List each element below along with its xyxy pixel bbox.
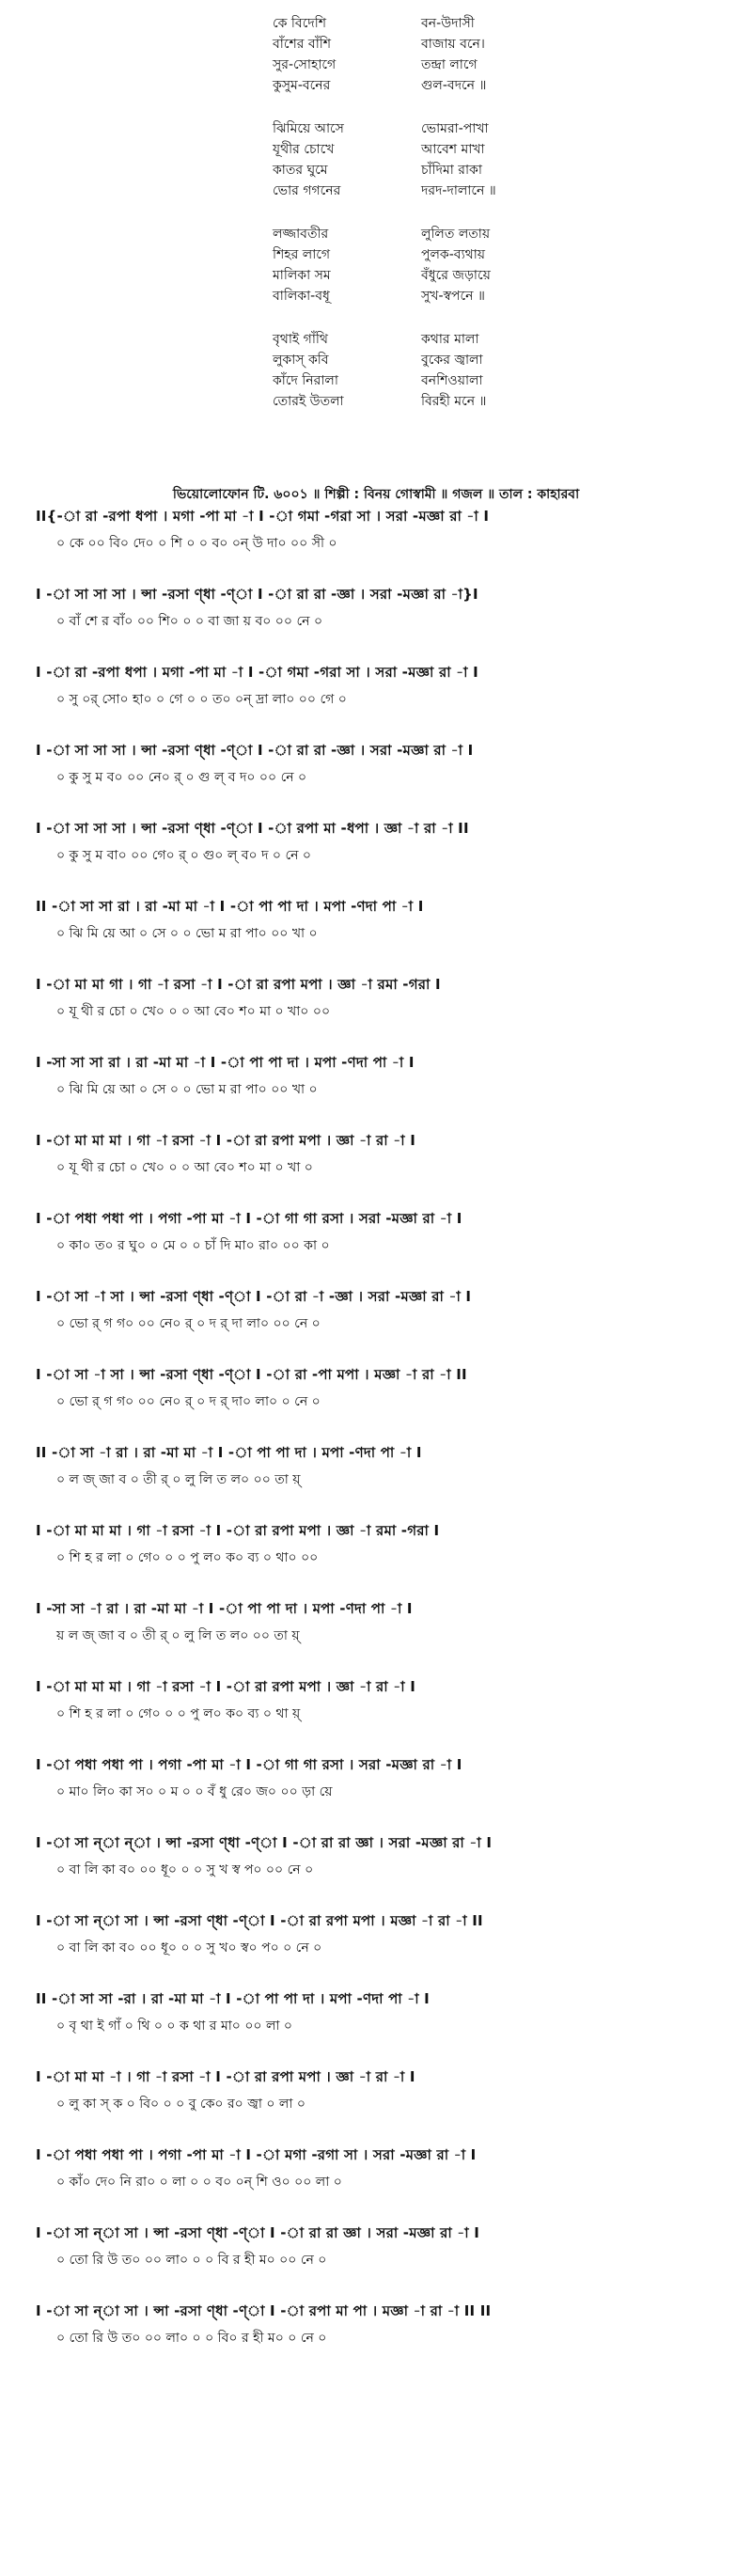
- lyric-syllable-line: ০ বৃ থা ই গাঁ ০ থি ০ ০ ক থা র মা০ ০০ লা ০: [56, 2018, 293, 2034]
- swara-line: I -া মা মা মা । গা -া রসা -া I -া রা রপা মপা । জ্ঞা -া রা -া I: [36, 1678, 416, 1695]
- notation-row: [36, 1123, 731, 1201]
- lyric-syllable-line: ০ শি হ র লা ০ গে০ ০ ০ পু ল০ ক০ ব্য ০ থা০ ০০: [56, 1550, 319, 1565]
- lyric-syllable-line: ০ সু ০র্ সো০ হা০ ০ গে ০ ০ ত০ ০ন্ দ্রা লা০ ০০ গে ০: [56, 692, 347, 707]
- swara-line: I -া সা ন্া সা । ন্সা -রসা ণ্ধা -ণ্া I -া রপা মা পা । মজ্ঞা -া রা -া II II: [36, 2302, 492, 2319]
- poem-line: [273, 139, 649, 160]
- lyric-syllable-line: ০ বাঁ শে র বাঁ০ ০০ শি০ ০ ০ বা জা য় ব০ ০০ নে ০: [56, 614, 323, 629]
- poem-line: [273, 329, 649, 350]
- poem-line-left: ভোর গগনের: [273, 183, 341, 198]
- swara-line: I -া মা মা মা । গা -া রসা -া I -া রা রপা মপা । জ্ঞা -া রা -া I: [36, 1132, 416, 1149]
- poem-line-left: শিহর লাগে: [273, 247, 331, 262]
- swara-line: I -া সা ন্া ন্া । ন্সা -রসা ণ্ধা -ণ্া I -া রা রা জ্ঞা । সরা -মজ্ঞা রা -া I: [36, 1834, 493, 1851]
- poem-line: [273, 224, 649, 244]
- poem-line: [273, 75, 649, 96]
- swara-line: I -া পধা পধা পা । পগা -পা মা -া I -া গা গা রসা । সরা -মজ্ঞা রা -া I: [36, 1756, 462, 1773]
- lyric-syllable-line: ০ যূ থী র চো ০ খে০ ০ ০ আ বে০ শ০ মা ০ খা ০: [56, 1160, 313, 1175]
- poem-line-left: মালিকা সম: [273, 268, 331, 283]
- notation-row: [36, 576, 731, 654]
- notation-row: [36, 498, 731, 576]
- stanza: [273, 13, 649, 96]
- poem-line-left: বাঁশের বাঁশি: [273, 37, 332, 52]
- notation-row: [36, 2293, 731, 2371]
- poem-line: [273, 181, 649, 201]
- swara-line: I -া মা মা -া । গা -া রসা -া I -া রা রপা মপা । জ্ঞা -া রা -া I: [36, 2068, 415, 2085]
- notation-row: [36, 1357, 731, 1435]
- lyric-syllable-line: ০ ল জ্ জা ব ০ তী র্ ০ লু লি ত ল০ ০০ তা য়্: [56, 1472, 301, 1487]
- notation-row: [36, 2215, 731, 2293]
- poem-line-right: চাঁদিমা রাকা: [421, 163, 482, 178]
- lyric-syllable-line: ০ কু সু ম ব০ ০০ নে০ র্ ০ গু ল্ ব দ০ ০০ নে ০: [56, 770, 307, 785]
- poem-line-left: কুসুম-বনের: [273, 78, 331, 93]
- notation-row: [36, 810, 731, 888]
- swara-line: I -া সা সা সা । ন্সা -রসা ণ্ধা -ণ্া I -া রা রা -জ্ঞা । সরা -মজ্ঞা রা -া}I: [36, 586, 478, 603]
- poem-line-left: যূথীর চোখে: [273, 142, 335, 157]
- swara-line: I -া সা সা সা । ন্সা -রসা ণ্ধা -ণ্া I -া রা রা -জ্ঞা । সরা -মজ্ঞা রা -া I: [36, 742, 474, 759]
- poem-line-right: গুল-বদনে ॥: [421, 78, 487, 93]
- lyric-syllable-line: ০ যূ থী র চো ০ খে০ ০ ০ আ বে০ শ০ মা ০ খা০ ০০: [56, 1004, 331, 1019]
- poem-line-left: কে বিদেশি: [273, 16, 326, 31]
- poem-line-left: কাঁদে নিরালা: [273, 373, 338, 388]
- lyric-syllable-line: ০ কাঁ০ দে০ নি রা০ ০ লা ০ ০ ব০ ০ন্ শি ও০ ০০ লা ০: [56, 2175, 342, 2190]
- stanza: [273, 118, 649, 201]
- notation-row: [36, 1825, 731, 1903]
- notation-row: [36, 1669, 731, 1747]
- notation-row: [36, 1201, 731, 1279]
- poem-line-left: বৃথাই গাঁথি: [273, 332, 328, 347]
- lyric-syllable-line: ০ লু কা স্ ক ০ বি০ ০ ০ বু কে০ র০ জ্বা ০ লা ০: [56, 2097, 306, 2112]
- poem-line-left: তোরই উতলা: [273, 394, 344, 409]
- notation-row: [36, 1435, 731, 1513]
- poem-line: [273, 160, 649, 181]
- notation-row: [36, 1513, 731, 1591]
- notation-row: [36, 888, 731, 966]
- poem-line-right: বঁধুরে জড়ায়ে: [421, 268, 491, 283]
- lyric-syllable-line: ০ কে ০০ বি০ দে০ ০ শি ০ ০ ব০ ০ন্ উ দা০ ০০ সী ০: [56, 536, 337, 551]
- poem-line-left: কাতর ঘুমে: [273, 163, 328, 178]
- poem-line-right: বুকের জ্বালা: [421, 353, 483, 368]
- poem-line: [273, 13, 649, 34]
- stanza: [273, 224, 649, 306]
- swara-line: II -া সা -া রা । রা -মা মা -া I -া পা পা দা । মপা -ণদা পা -া I: [36, 1444, 422, 1461]
- poem-line-right: আবেশ মাখা: [421, 142, 485, 157]
- swara-line: II -া সা সা -রা । রা -মা মা -া I -া পা পা দা । মপা -ণদা পা -া I: [36, 1990, 430, 2007]
- notation-row: [36, 2059, 731, 2137]
- swara-line: I -সা সা সা রা । রা -মা মা -া I -া পা পা দা । মপা -ণদা পা -া I: [36, 1054, 415, 1071]
- swara-line: I -া মা মা গা । গা -া রসা -া I -া রা রপা মপা । জ্ঞা -া রমা -গরা I: [36, 976, 441, 993]
- notation-row: [36, 1981, 731, 2059]
- swara-line: I -া রা -রপা ধপা । মগা -পা মা -া I -া গমা -গরা সা । সরা -মজ্ঞা রা -া I: [36, 664, 478, 681]
- lyric-syllable-line: ০ শি হ র লা ০ গে০ ০ ০ পু ল০ ক০ ব্য ০ থা য়্: [56, 1706, 301, 1721]
- poem-line: [273, 244, 649, 265]
- poem-line-right: তন্দ্রা লাগে: [421, 57, 478, 72]
- swara-line: I -া পধা পধা পা । পগা -পা মা -া I -া মগা -রগা সা । সরা -মজ্ঞা রা -া I: [36, 2146, 477, 2163]
- poem-line: [273, 370, 649, 391]
- lyric-syllable-line: ০ ঝি মি য়ে আ ০ সে ০ ০ ভো ম রা পা০ ০০ খা ০: [56, 926, 318, 941]
- poem-line: [273, 391, 649, 412]
- poem-line-left: লজ্জাবতীর: [273, 227, 329, 242]
- lyric-syllable-line: ০ কু সু ম বা০ ০০ গে০ র্ ০ গু০ ল্ ব০ দ ০ নে ০: [56, 848, 312, 863]
- swara-line: I -া সা ন্া সা । ন্সা -রসা ণ্ধা -ণ্া I -া রা রপা মপা । মজ্ঞা -া রা -া II: [36, 1912, 483, 1929]
- swara-line: I -া সা -া সা । ন্সা -রসা ণ্ধা -ণ্া I -া রা -পা মপা । মজ্ঞা -া রা -া II: [36, 1366, 467, 1383]
- notation-row: [36, 1045, 731, 1123]
- poem-line-right: ভোমরা-পাখা: [421, 121, 489, 136]
- notation-row: [36, 1279, 731, 1357]
- poem-line-right: কথার মালা: [421, 332, 479, 347]
- swara-line: I -া সা ন্া সা । ন্সা -রসা ণ্ধা -ণ্া I -া রা রা জ্ঞা । সরা -মজ্ঞা রা -া I: [36, 2224, 480, 2241]
- notation-row: [36, 1747, 731, 1825]
- lyric-syllable-line: ০ তো রি উ ত০ ০০ লা০ ০ ০ বি র হী ম০ ০০ নে ০: [56, 2253, 327, 2268]
- poem-line-right: বাজায় বনে।: [421, 37, 485, 52]
- lyric-syllable-line: ০ ভো র্ গ গ০ ০০ নে০ র্ ০ দ র্ দা০ লা০ ০ নে ০: [56, 1394, 321, 1409]
- notation-sheet: [36, 498, 731, 2371]
- swara-line: I -া মা মা মা । গা -া রসা -া I -া রা রপা মপা । জ্ঞা -া রমা -গরা I: [36, 1522, 440, 1539]
- poem-line: [273, 265, 649, 286]
- poem-line-left: লুকাস্ কবি: [273, 353, 329, 368]
- swara-line: I -া পধা পধা পা । পগা -পা মা -া I -া গা গা রসা । সরা -মজ্ঞা রা -া I: [36, 1210, 462, 1227]
- lyric-syllable-line: ০ তো রি উ ত০ ০০ লা০ ০ ০ বি০ র হী ম০ ০ নে ০: [56, 2331, 327, 2346]
- lyric-syllable-line: ০ ঝি মি য়ে আ ০ সে ০ ০ ভো ম রা পা০ ০০ খা ০: [56, 1082, 318, 1097]
- lyric-syllable-line: ০ ভো র্ গ গ০ ০০ নে০ র্ ০ দ র্ দা লা০ ০০ নে ০: [56, 1316, 321, 1331]
- stanza: [273, 329, 649, 412]
- swara-line: I -া সা -া সা । ন্সা -রসা ণ্ধা -ণ্া I -া রা -া -জ্ঞা । সরা -মজ্ঞা রা -া I: [36, 1288, 472, 1305]
- record-info-header: ভিয়োলোফোন টি. ৬০০১ ॥ শিল্পী : বিনয় গোস্বামী ॥ গজল ॥ তাল : কাহারবা: [172, 487, 580, 502]
- notation-row: [36, 1591, 731, 1669]
- swara-line: II -া সা সা রা । রা -মা মা -া I -া পা পা দা । মপা -ণদা পা -া I: [36, 898, 424, 915]
- notation-row: [36, 966, 731, 1045]
- poem-line-right: পুলক-ব্যথায়: [421, 247, 486, 262]
- notation-row: [36, 2137, 731, 2215]
- poem-line-right: বিরহী মনে ॥: [421, 394, 487, 409]
- lyric-syllable-line: য় ল জ্ জা ব ০ তী র্ ০ লু লি ত ল০ ০০ তা য়্: [56, 1628, 300, 1643]
- poem-line: [273, 34, 649, 55]
- poem-line-right: বনশিওয়ালা: [421, 373, 483, 388]
- swara-line: I -া সা সা সা । ন্সা -রসা ণ্ধা -ণ্া I -া রপা মা -ধপা । জ্ঞা -া রা -া II: [36, 820, 469, 837]
- poem-line-right: দরদ-দালানে ॥: [421, 183, 496, 198]
- poem-line-left: সুর-সোহাগে: [273, 57, 337, 72]
- lyric-syllable-line: ০ মা০ লি০ কা স০ ০ ম ০ ০ বঁ ধু রে০ জ০ ০০ ড়া য়ে: [56, 1784, 333, 1799]
- poem-line: [273, 350, 649, 370]
- lyric-syllable-line: ০ কা০ ত০ র ঘু০ ০ মে ০ ০ চাঁ দি মা০ রা০ ০০ কা ০: [56, 1238, 330, 1253]
- poem-line: [273, 55, 649, 75]
- poem-line: [273, 118, 649, 139]
- poem-line-left: ঝিমিয়ে আসে: [273, 121, 344, 136]
- swara-line: I -সা সা -া রা । রা -মা মা -া I -া পা পা দা । মপা -ণদা পা -া I: [36, 1600, 413, 1617]
- lyric-syllable-line: ০ বা লি কা ব০ ০০ ধূ০ ০ ০ সু খ স্ব প০ ০০ নে ০: [56, 1862, 314, 1877]
- poem-line-right: সুখ-স্বপনে ॥: [421, 289, 485, 304]
- lyric-syllable-line: ০ বা লি কা ব০ ০০ ধূ০ ০ ০ সু খ০ স্ব০ প০ ০ নে ০: [56, 1940, 322, 1956]
- poem-line: [273, 286, 649, 306]
- swara-line: II{-া রা -রপা ধপা । মগা -পা মা -া I -া গমা -গরা সা । সরা -মজ্ঞা রা -া I: [36, 508, 490, 525]
- notation-row: [36, 732, 731, 810]
- notation-row: [36, 654, 731, 732]
- poem-line-right: লুলিত লতায়: [421, 227, 491, 242]
- poem-lyrics: [273, 13, 649, 434]
- poem-line-left: বালিকা-বধূ: [273, 289, 330, 304]
- notation-row: [36, 1903, 731, 1981]
- poem-line-right: বন-উদাসী: [421, 16, 475, 31]
